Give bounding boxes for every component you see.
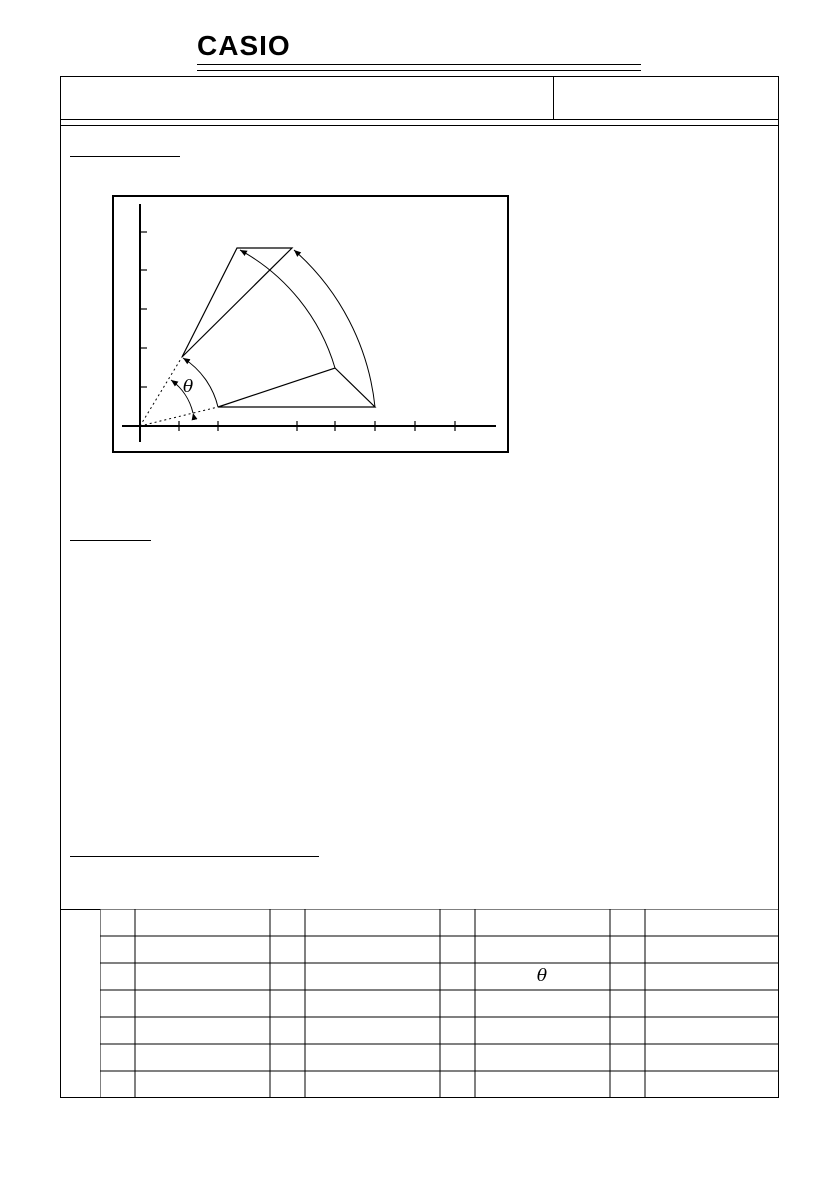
header-rule-bottom [197,70,641,71]
dotted-line-rotated [140,357,182,426]
rotation-arc-middle [240,250,335,368]
rotated-triangle [182,248,292,357]
key-table [100,909,779,1098]
key-table-top-left-rule [60,909,100,910]
rotation-arc-outer [294,250,375,407]
original-triangle [218,368,375,407]
title-box-double-rule [60,125,779,126]
header-rule-top [197,64,641,65]
section-heading-underline-3 [70,856,319,857]
section-heading-underline-1 [70,156,180,157]
section-heading-underline-2 [70,540,151,541]
y-axis-ticks [140,232,147,387]
theta-label: θ [183,377,194,397]
table-cell-theta: θ [536,966,548,986]
casio-logo-text: CASIO [197,32,291,58]
casio-logo [197,32,319,58]
title-box-divider [553,76,554,120]
rotation-figure [112,195,509,453]
title-box-bottom-rule [60,119,779,120]
rotation-diagram [114,197,511,455]
